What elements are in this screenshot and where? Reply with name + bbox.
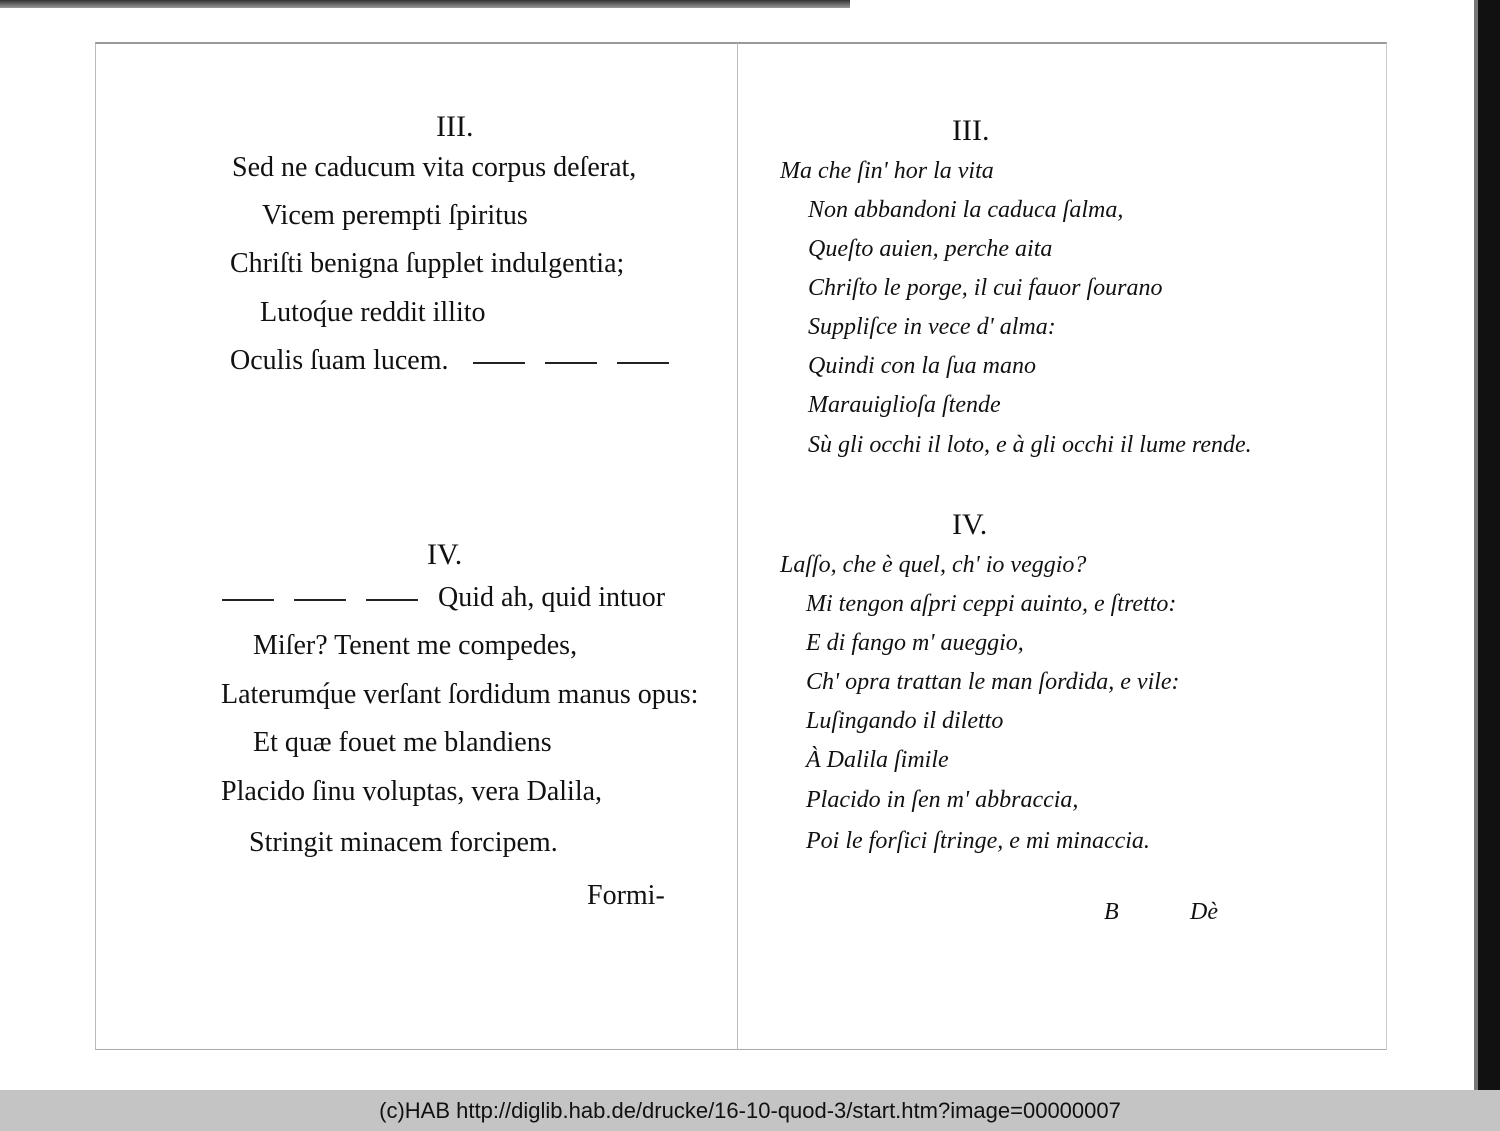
- dash-rule: [294, 599, 346, 601]
- right-page: [737, 42, 1387, 1050]
- verse-line: Placido ſinu voluptas, vera Dalila,: [221, 776, 603, 807]
- catchword: Formi-: [587, 880, 665, 911]
- verse-line: À Dalila ſimile: [806, 747, 949, 773]
- verse-line: Laterumq́ue verſant ſordidum manus opus:: [221, 679, 699, 710]
- verse-line: Lutoq́ue reddit illito: [260, 297, 486, 328]
- signature-mark: B: [1104, 899, 1119, 925]
- verse-line: Placido in ſen m' abbraccia,: [806, 787, 1079, 813]
- verse-line: Queſto auien, perche aita: [808, 236, 1053, 262]
- dash-rule: [473, 362, 525, 364]
- left-heading-iv: IV.: [427, 538, 463, 571]
- copyright-footer: (c)HAB http://diglib.hab.de/drucke/16-10-quod-3/start.htm?image=00000007: [0, 1090, 1500, 1131]
- right-heading-iii: III.: [952, 114, 990, 147]
- verse-line: Marauiglioſa ſtende: [808, 392, 1001, 418]
- scan-edge-shadow: [1474, 0, 1478, 1090]
- verse-line-with-dashes: [230, 347, 689, 375]
- verse-line: Mi tengon aſpri ceppi auinto, e ſtretto:: [806, 591, 1177, 617]
- verse-text: Oculis ſuam lucem.: [230, 345, 449, 376]
- verse-line: Poi le forſici ſtringe, e mi minaccia.: [806, 828, 1150, 854]
- verse-line: Stringit minacem forcipem.: [249, 827, 558, 858]
- dash-rule: [222, 599, 274, 601]
- verse-text: Quid ah, quid intuor: [438, 582, 666, 613]
- verse-line-with-dashes: [222, 584, 665, 612]
- dash-rule: [366, 599, 418, 601]
- verse-line: Quindi con la ſua mano: [808, 353, 1036, 379]
- catchword: Dè: [1190, 899, 1218, 925]
- verse-line: E di fango m' aueggio,: [806, 630, 1024, 656]
- verse-line: Ma che ſin' hor la vita: [780, 158, 994, 184]
- verse-line: Sed ne caducum vita corpus deſerat,: [232, 152, 637, 183]
- scan-edge-right: [1478, 0, 1500, 1090]
- verse-line: Vicem perempti ſpiritus: [262, 200, 528, 231]
- verse-line: Laſſo, che è quel, ch' io veggio?: [780, 552, 1087, 578]
- scan-edge-top: [0, 0, 850, 8]
- verse-line: Sù gli occhi il loto, e à gli occhi il lume rende.: [808, 432, 1252, 458]
- verse-line: Chriſti benigna ſupplet indulgentia;: [230, 248, 625, 279]
- verse-line: Ch' opra trattan le man ſordida, e vile:: [806, 669, 1180, 695]
- left-heading-iii: III.: [436, 110, 474, 143]
- verse-line: Miſer? Tenent me compedes,: [253, 630, 578, 661]
- verse-line: Et quæ fouet me blandiens: [253, 727, 552, 758]
- verse-line: Luſingando il diletto: [806, 708, 1004, 734]
- verse-line: Non abbandoni la caduca ſalma,: [808, 197, 1124, 223]
- verse-line: Chriſto le porge, il cui fauor ſourano: [808, 275, 1163, 301]
- dash-rule: [617, 362, 669, 364]
- verse-line: Suppliſce in vece d' alma:: [808, 314, 1056, 340]
- right-heading-iv: IV.: [952, 508, 988, 541]
- dash-rule: [545, 362, 597, 364]
